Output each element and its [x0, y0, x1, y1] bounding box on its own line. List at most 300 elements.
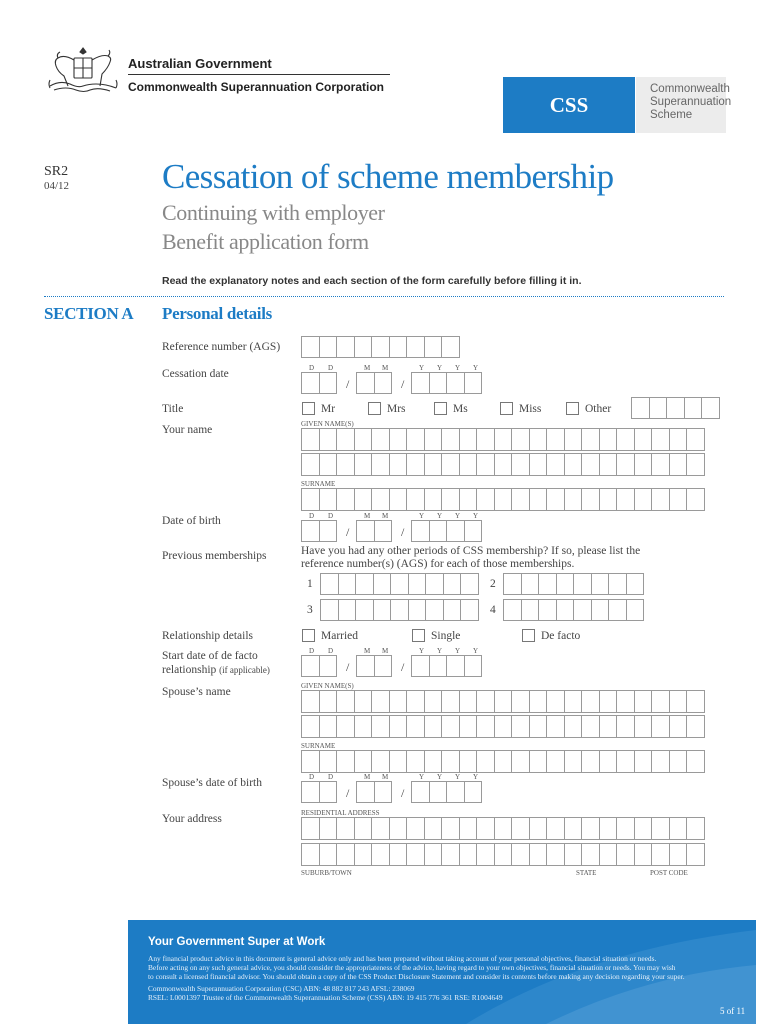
char-cell[interactable]	[599, 428, 618, 451]
cessation-date-day[interactable]	[301, 372, 336, 394]
char-cell[interactable]	[546, 750, 565, 773]
char-cell[interactable]	[538, 573, 557, 595]
char-cell[interactable]	[581, 428, 600, 451]
char-cell[interactable]	[319, 817, 338, 840]
char-cell[interactable]	[408, 599, 427, 621]
char-cell[interactable]	[336, 817, 355, 840]
title-other-input[interactable]	[631, 397, 719, 419]
char-cell[interactable]	[446, 781, 465, 803]
char-cell[interactable]	[564, 488, 583, 511]
char-cell[interactable]	[446, 520, 465, 542]
char-cell[interactable]	[634, 488, 653, 511]
char-cell[interactable]	[684, 397, 703, 419]
char-cell[interactable]	[546, 428, 565, 451]
char-cell[interactable]	[581, 817, 600, 840]
char-cell[interactable]	[546, 843, 565, 866]
membership-input-3[interactable]	[320, 599, 478, 621]
char-cell[interactable]	[599, 817, 618, 840]
char-cell[interactable]	[686, 715, 705, 738]
char-cell[interactable]	[406, 843, 425, 866]
char-cell[interactable]	[616, 715, 635, 738]
title-mr-checkbox[interactable]	[302, 402, 315, 415]
char-cell[interactable]	[599, 690, 618, 713]
char-cell[interactable]	[529, 453, 548, 476]
char-cell[interactable]	[390, 573, 409, 595]
char-cell[interactable]	[319, 843, 338, 866]
char-cell[interactable]	[336, 453, 355, 476]
char-cell[interactable]	[356, 781, 375, 803]
char-cell[interactable]	[529, 428, 548, 451]
char-cell[interactable]	[319, 428, 338, 451]
char-cell[interactable]	[354, 715, 373, 738]
char-cell[interactable]	[608, 573, 627, 595]
char-cell[interactable]	[460, 573, 479, 595]
char-cell[interactable]	[651, 843, 670, 866]
char-cell[interactable]	[599, 488, 618, 511]
char-cell[interactable]	[581, 843, 600, 866]
char-cell[interactable]	[476, 715, 495, 738]
char-cell[interactable]	[371, 843, 390, 866]
char-cell[interactable]	[411, 655, 430, 677]
char-cell[interactable]	[301, 781, 320, 803]
dob-year[interactable]	[411, 520, 481, 542]
spouse-given-names-input-2[interactable]	[301, 715, 704, 738]
char-cell[interactable]	[608, 599, 627, 621]
char-cell[interactable]	[429, 781, 448, 803]
char-cell[interactable]	[389, 843, 408, 866]
spouse-dob-month[interactable]	[356, 781, 391, 803]
char-cell[interactable]	[476, 843, 495, 866]
char-cell[interactable]	[441, 843, 460, 866]
char-cell[interactable]	[319, 372, 338, 394]
char-cell[interactable]	[669, 715, 688, 738]
char-cell[interactable]	[581, 690, 600, 713]
char-cell[interactable]	[424, 428, 443, 451]
char-cell[interactable]	[429, 372, 448, 394]
char-cell[interactable]	[389, 428, 408, 451]
char-cell[interactable]	[511, 817, 530, 840]
char-cell[interactable]	[441, 690, 460, 713]
char-cell[interactable]	[319, 520, 338, 542]
surname-input[interactable]	[301, 488, 704, 511]
char-cell[interactable]	[546, 488, 565, 511]
char-cell[interactable]	[651, 817, 670, 840]
char-cell[interactable]	[389, 336, 408, 358]
char-cell[interactable]	[389, 690, 408, 713]
char-cell[interactable]	[354, 817, 373, 840]
char-cell[interactable]	[686, 453, 705, 476]
char-cell[interactable]	[319, 453, 338, 476]
char-cell[interactable]	[651, 750, 670, 773]
char-cell[interactable]	[538, 599, 557, 621]
cessation-date-year[interactable]	[411, 372, 481, 394]
char-cell[interactable]	[476, 488, 495, 511]
char-cell[interactable]	[354, 453, 373, 476]
char-cell[interactable]	[476, 453, 495, 476]
char-cell[interactable]	[581, 715, 600, 738]
char-cell[interactable]	[686, 817, 705, 840]
char-cell[interactable]	[301, 336, 320, 358]
char-cell[interactable]	[354, 843, 373, 866]
char-cell[interactable]	[424, 690, 443, 713]
char-cell[interactable]	[301, 488, 320, 511]
char-cell[interactable]	[406, 750, 425, 773]
char-cell[interactable]	[669, 817, 688, 840]
char-cell[interactable]	[464, 655, 483, 677]
char-cell[interactable]	[443, 599, 462, 621]
char-cell[interactable]	[686, 428, 705, 451]
char-cell[interactable]	[599, 750, 618, 773]
char-cell[interactable]	[336, 715, 355, 738]
char-cell[interactable]	[446, 655, 465, 677]
char-cell[interactable]	[320, 573, 339, 595]
char-cell[interactable]	[476, 750, 495, 773]
char-cell[interactable]	[389, 817, 408, 840]
char-cell[interactable]	[319, 488, 338, 511]
char-cell[interactable]	[564, 428, 583, 451]
char-cell[interactable]	[511, 453, 530, 476]
char-cell[interactable]	[354, 336, 373, 358]
char-cell[interactable]	[406, 488, 425, 511]
char-cell[interactable]	[599, 453, 618, 476]
char-cell[interactable]	[374, 520, 393, 542]
char-cell[interactable]	[686, 488, 705, 511]
char-cell[interactable]	[651, 428, 670, 451]
char-cell[interactable]	[529, 715, 548, 738]
char-cell[interactable]	[301, 655, 320, 677]
char-cell[interactable]	[441, 428, 460, 451]
char-cell[interactable]	[389, 715, 408, 738]
char-cell[interactable]	[494, 488, 513, 511]
char-cell[interactable]	[424, 843, 443, 866]
char-cell[interactable]	[425, 599, 444, 621]
char-cell[interactable]	[669, 690, 688, 713]
reference-number-input[interactable]	[301, 336, 459, 358]
char-cell[interactable]	[599, 843, 618, 866]
given-names-input-2[interactable]	[301, 453, 704, 476]
char-cell[interactable]	[429, 655, 448, 677]
char-cell[interactable]	[511, 488, 530, 511]
char-cell[interactable]	[556, 599, 575, 621]
char-cell[interactable]	[389, 453, 408, 476]
char-cell[interactable]	[354, 750, 373, 773]
char-cell[interactable]	[424, 453, 443, 476]
char-cell[interactable]	[546, 817, 565, 840]
char-cell[interactable]	[529, 488, 548, 511]
char-cell[interactable]	[511, 428, 530, 451]
char-cell[interactable]	[354, 428, 373, 451]
char-cell[interactable]	[616, 750, 635, 773]
char-cell[interactable]	[301, 453, 320, 476]
char-cell[interactable]	[301, 372, 320, 394]
char-cell[interactable]	[686, 690, 705, 713]
char-cell[interactable]	[356, 655, 375, 677]
char-cell[interactable]	[634, 690, 653, 713]
char-cell[interactable]	[301, 843, 320, 866]
char-cell[interactable]	[529, 690, 548, 713]
char-cell[interactable]	[634, 843, 653, 866]
char-cell[interactable]	[338, 599, 357, 621]
char-cell[interactable]	[411, 372, 430, 394]
char-cell[interactable]	[573, 599, 592, 621]
char-cell[interactable]	[564, 715, 583, 738]
char-cell[interactable]	[301, 428, 320, 451]
char-cell[interactable]	[591, 573, 610, 595]
title-ms-checkbox[interactable]	[434, 402, 447, 415]
char-cell[interactable]	[424, 715, 443, 738]
char-cell[interactable]	[389, 750, 408, 773]
label-defacto-2-text: relationship	[162, 664, 217, 676]
char-cell[interactable]	[556, 573, 575, 595]
char-cell[interactable]	[355, 573, 374, 595]
char-cell[interactable]	[626, 573, 645, 595]
title-other-checkbox[interactable]	[566, 402, 579, 415]
char-cell[interactable]	[464, 372, 483, 394]
char-cell[interactable]	[529, 843, 548, 866]
char-cell[interactable]	[429, 520, 448, 542]
char-cell[interactable]	[356, 372, 375, 394]
char-cell[interactable]	[616, 428, 635, 451]
char-cell[interactable]	[319, 715, 338, 738]
char-cell[interactable]	[336, 488, 355, 511]
char-cell[interactable]	[599, 715, 618, 738]
char-cell[interactable]	[354, 488, 373, 511]
char-cell[interactable]	[686, 843, 705, 866]
char-cell[interactable]	[511, 715, 530, 738]
defacto-date-month[interactable]	[356, 655, 391, 677]
char-cell[interactable]	[374, 655, 393, 677]
char-cell[interactable]	[616, 843, 635, 866]
char-cell[interactable]	[669, 750, 688, 773]
char-cell[interactable]	[319, 690, 338, 713]
address-input-2[interactable]	[301, 843, 704, 866]
char-cell[interactable]	[374, 372, 393, 394]
char-cell[interactable]	[424, 750, 443, 773]
char-cell[interactable]	[446, 372, 465, 394]
char-cell[interactable]	[459, 843, 478, 866]
char-cell[interactable]	[338, 573, 357, 595]
char-cell[interactable]	[476, 690, 495, 713]
char-cell[interactable]	[634, 817, 653, 840]
char-cell[interactable]	[564, 750, 583, 773]
char-cell[interactable]	[443, 573, 462, 595]
char-cell[interactable]	[616, 817, 635, 840]
char-cell[interactable]	[406, 715, 425, 738]
char-cell[interactable]	[616, 690, 635, 713]
char-cell[interactable]	[669, 428, 688, 451]
membership-input-4[interactable]	[503, 599, 643, 621]
char-cell[interactable]	[371, 817, 390, 840]
given-names-input-1[interactable]	[301, 428, 704, 451]
char-cell[interactable]	[649, 397, 668, 419]
title-miss-checkbox[interactable]	[500, 402, 513, 415]
date-slash: /	[401, 525, 405, 539]
char-cell[interactable]	[406, 336, 425, 358]
relationship-defacto-checkbox[interactable]	[522, 629, 535, 642]
char-cell[interactable]	[301, 520, 320, 542]
char-cell[interactable]	[564, 843, 583, 866]
char-cell[interactable]	[319, 750, 338, 773]
char-cell[interactable]	[459, 817, 478, 840]
char-cell[interactable]	[411, 520, 430, 542]
char-cell[interactable]	[564, 453, 583, 476]
char-cell[interactable]	[301, 750, 320, 773]
char-cell[interactable]	[319, 781, 338, 803]
char-cell[interactable]	[406, 428, 425, 451]
char-cell[interactable]	[476, 817, 495, 840]
char-cell[interactable]	[701, 397, 720, 419]
defacto-date-day[interactable]	[301, 655, 336, 677]
char-cell[interactable]	[573, 573, 592, 595]
char-cell[interactable]	[459, 715, 478, 738]
spouse-dob-year[interactable]	[411, 781, 481, 803]
char-cell[interactable]	[503, 599, 522, 621]
char-cell[interactable]	[425, 573, 444, 595]
char-cell[interactable]	[651, 690, 670, 713]
char-cell[interactable]	[406, 817, 425, 840]
char-cell[interactable]	[581, 750, 600, 773]
char-cell[interactable]	[389, 488, 408, 511]
spouse-dob-day[interactable]	[301, 781, 336, 803]
char-cell[interactable]	[511, 843, 530, 866]
char-cell[interactable]	[494, 690, 513, 713]
char-cell[interactable]	[371, 690, 390, 713]
char-cell[interactable]	[319, 336, 338, 358]
char-cell[interactable]	[406, 690, 425, 713]
char-cell[interactable]	[546, 453, 565, 476]
char-cell[interactable]	[441, 453, 460, 476]
char-cell[interactable]	[651, 488, 670, 511]
char-cell[interactable]	[336, 843, 355, 866]
char-cell[interactable]	[511, 750, 530, 773]
char-cell[interactable]	[459, 750, 478, 773]
char-cell[interactable]	[441, 750, 460, 773]
char-cell[interactable]	[634, 750, 653, 773]
char-cell[interactable]	[441, 488, 460, 511]
char-cell[interactable]	[355, 599, 374, 621]
char-cell[interactable]	[459, 428, 478, 451]
char-cell[interactable]	[336, 750, 355, 773]
char-cell[interactable]	[494, 843, 513, 866]
char-cell[interactable]	[411, 781, 430, 803]
spouse-given-names-input-1[interactable]	[301, 690, 704, 713]
char-cell[interactable]	[424, 488, 443, 511]
char-cell[interactable]	[441, 336, 460, 358]
relationship-single-checkbox[interactable]	[412, 629, 425, 642]
char-cell[interactable]	[494, 428, 513, 451]
char-cell[interactable]	[424, 336, 443, 358]
char-cell[interactable]	[591, 599, 610, 621]
char-cell[interactable]	[503, 573, 522, 595]
char-cell[interactable]	[356, 520, 375, 542]
char-cell[interactable]	[301, 817, 320, 840]
char-cell[interactable]	[666, 397, 685, 419]
title-mrs-checkbox[interactable]	[368, 402, 381, 415]
char-cell[interactable]	[634, 453, 653, 476]
char-cell[interactable]	[686, 750, 705, 773]
char-cell[interactable]	[669, 488, 688, 511]
char-cell[interactable]	[319, 655, 338, 677]
char-cell[interactable]	[390, 599, 409, 621]
char-cell[interactable]	[374, 781, 393, 803]
char-cell[interactable]	[546, 715, 565, 738]
char-cell[interactable]	[424, 817, 443, 840]
char-cell[interactable]	[669, 843, 688, 866]
char-cell[interactable]	[441, 817, 460, 840]
char-cell[interactable]	[494, 453, 513, 476]
char-cell[interactable]	[371, 750, 390, 773]
char-cell[interactable]	[529, 817, 548, 840]
char-cell[interactable]	[476, 428, 495, 451]
char-cell[interactable]	[371, 336, 390, 358]
char-cell[interactable]	[371, 453, 390, 476]
membership-input-2[interactable]	[503, 573, 643, 595]
char-cell[interactable]	[564, 690, 583, 713]
char-cell[interactable]	[529, 750, 548, 773]
char-cell[interactable]	[581, 453, 600, 476]
char-cell[interactable]	[441, 715, 460, 738]
char-cell[interactable]	[371, 715, 390, 738]
spouse-surname-input[interactable]	[301, 750, 704, 773]
cessation-date-month[interactable]	[356, 372, 391, 394]
char-cell[interactable]	[634, 428, 653, 451]
char-cell[interactable]	[301, 715, 320, 738]
char-cell[interactable]	[564, 817, 583, 840]
char-cell[interactable]	[406, 453, 425, 476]
relationship-married-checkbox[interactable]	[302, 629, 315, 642]
char-cell[interactable]	[371, 488, 390, 511]
char-cell[interactable]	[626, 599, 645, 621]
defacto-date-year[interactable]	[411, 655, 481, 677]
char-cell[interactable]	[459, 453, 478, 476]
char-cell[interactable]	[460, 599, 479, 621]
char-cell[interactable]	[581, 488, 600, 511]
char-cell[interactable]	[634, 715, 653, 738]
char-cell[interactable]	[354, 690, 373, 713]
char-cell[interactable]	[494, 750, 513, 773]
char-cell[interactable]	[651, 453, 670, 476]
char-cell[interactable]	[464, 520, 483, 542]
char-cell[interactable]	[459, 488, 478, 511]
char-cell[interactable]	[546, 690, 565, 713]
char-cell[interactable]	[336, 336, 355, 358]
char-cell[interactable]	[651, 715, 670, 738]
char-cell[interactable]	[631, 397, 650, 419]
address-input-1[interactable]	[301, 817, 704, 840]
char-cell[interactable]	[521, 573, 540, 595]
char-cell[interactable]	[320, 599, 339, 621]
char-cell[interactable]	[459, 690, 478, 713]
dob-day[interactable]	[301, 520, 336, 542]
char-cell[interactable]	[464, 781, 483, 803]
char-cell[interactable]	[336, 428, 355, 451]
char-cell[interactable]	[301, 690, 320, 713]
char-cell[interactable]	[373, 573, 392, 595]
char-cell[interactable]	[521, 599, 540, 621]
char-cell[interactable]	[669, 453, 688, 476]
membership-input-1[interactable]	[320, 573, 478, 595]
char-cell[interactable]	[336, 690, 355, 713]
dob-month[interactable]	[356, 520, 391, 542]
char-cell[interactable]	[616, 488, 635, 511]
char-cell[interactable]	[408, 573, 427, 595]
char-cell[interactable]	[494, 715, 513, 738]
char-cell[interactable]	[373, 599, 392, 621]
char-cell[interactable]	[616, 453, 635, 476]
char-cell[interactable]	[494, 817, 513, 840]
char-cell[interactable]	[511, 690, 530, 713]
char-cell[interactable]	[371, 428, 390, 451]
